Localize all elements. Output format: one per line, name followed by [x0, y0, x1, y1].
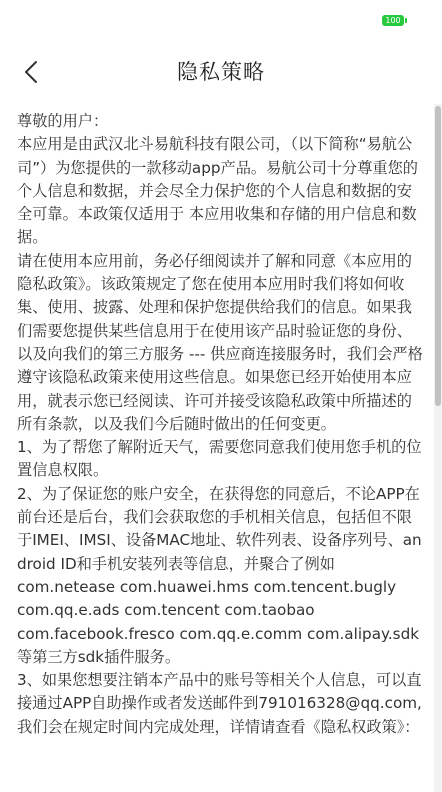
- page-title: 隐私策略: [177, 60, 265, 84]
- navigation-bar: [0, 40, 442, 104]
- battery-icon: [382, 15, 404, 26]
- policy-content[interactable]: [0, 104, 442, 792]
- policy-item-device-info-text: 2、为了保证您的账户安全，在获得您的同意后，不论APP在前台还是后台，我们会获取您的手机相关信息，包括但不限于IMEI、IMSI、设备MAC地址、软件列表、设备序列号、android ID和手机安装列表等信息，并聚合了例如: [17, 484, 422, 573]
- policy-item-sdk-list-1: com.netease com.huawei.hms com.tencent.bugly: [17, 577, 397, 596]
- battery-level: 100: [385, 16, 401, 25]
- policy-intro: 本应用是由武汉北斗易航科技有限公司，（以下简称“易航公司”）为您提供的一款移动app产品。易航公司十分尊重您的个人信息和数据，并会尽全力保护您的个人信息和数据的安全可靠。本政策仅适用于 本应用收集和存储的用户信息和数据。: [17, 135, 418, 247]
- scrollbar-thumb[interactable]: [435, 106, 441, 406]
- policy-item-sdk-list-2: com.qq.e.ads com.tencent com.taobao: [17, 601, 315, 620]
- scrollbar[interactable]: [434, 104, 442, 792]
- policy-text: [17, 110, 423, 739]
- status-bar: [0, 0, 442, 40]
- policy-item-account-deletion: 3、如果您想要注销本产品中的账号等相关个人信息，可以直接通过APP自助操作或者发送邮件到791016328@qq.com,我们会在规定时间内完成处理，详情请查看《隐私权政策》：: [17, 671, 422, 736]
- policy-read-notice: 请在使用本应用前，务必仔细阅读并了解和同意《本应用的隐私政策》。该政策规定了您在使用本应用时我们将如何收集、使用、披露、处理和保护您提供给我们的信息。如果我们需要您提供某些信息用于在使用该产品时验证您的身份、以及向我们的第三方服务 --- 供应商连接服务时，我们会严格遵守该隐私政策来使用这些信息。如果您已经开始使用本应用，就表示您已经阅读、许可并接受该隐私政策中所描述的所有条款，以及我们今后随时做出的任何变更。: [17, 251, 423, 433]
- policy-item-sdk-list-3: com.facebook.fresco com.qq.e.comm com.alipay.sdk等第三方sdk插件服务。: [17, 624, 419, 666]
- policy-greeting: 尊敬的用户：: [17, 112, 109, 130]
- policy-item-location: 1、为了帮您了解附近天气，需要您同意我们使用您手机的位置信息权限。: [17, 438, 422, 480]
- policy-item-device-info: [17, 483, 423, 669]
